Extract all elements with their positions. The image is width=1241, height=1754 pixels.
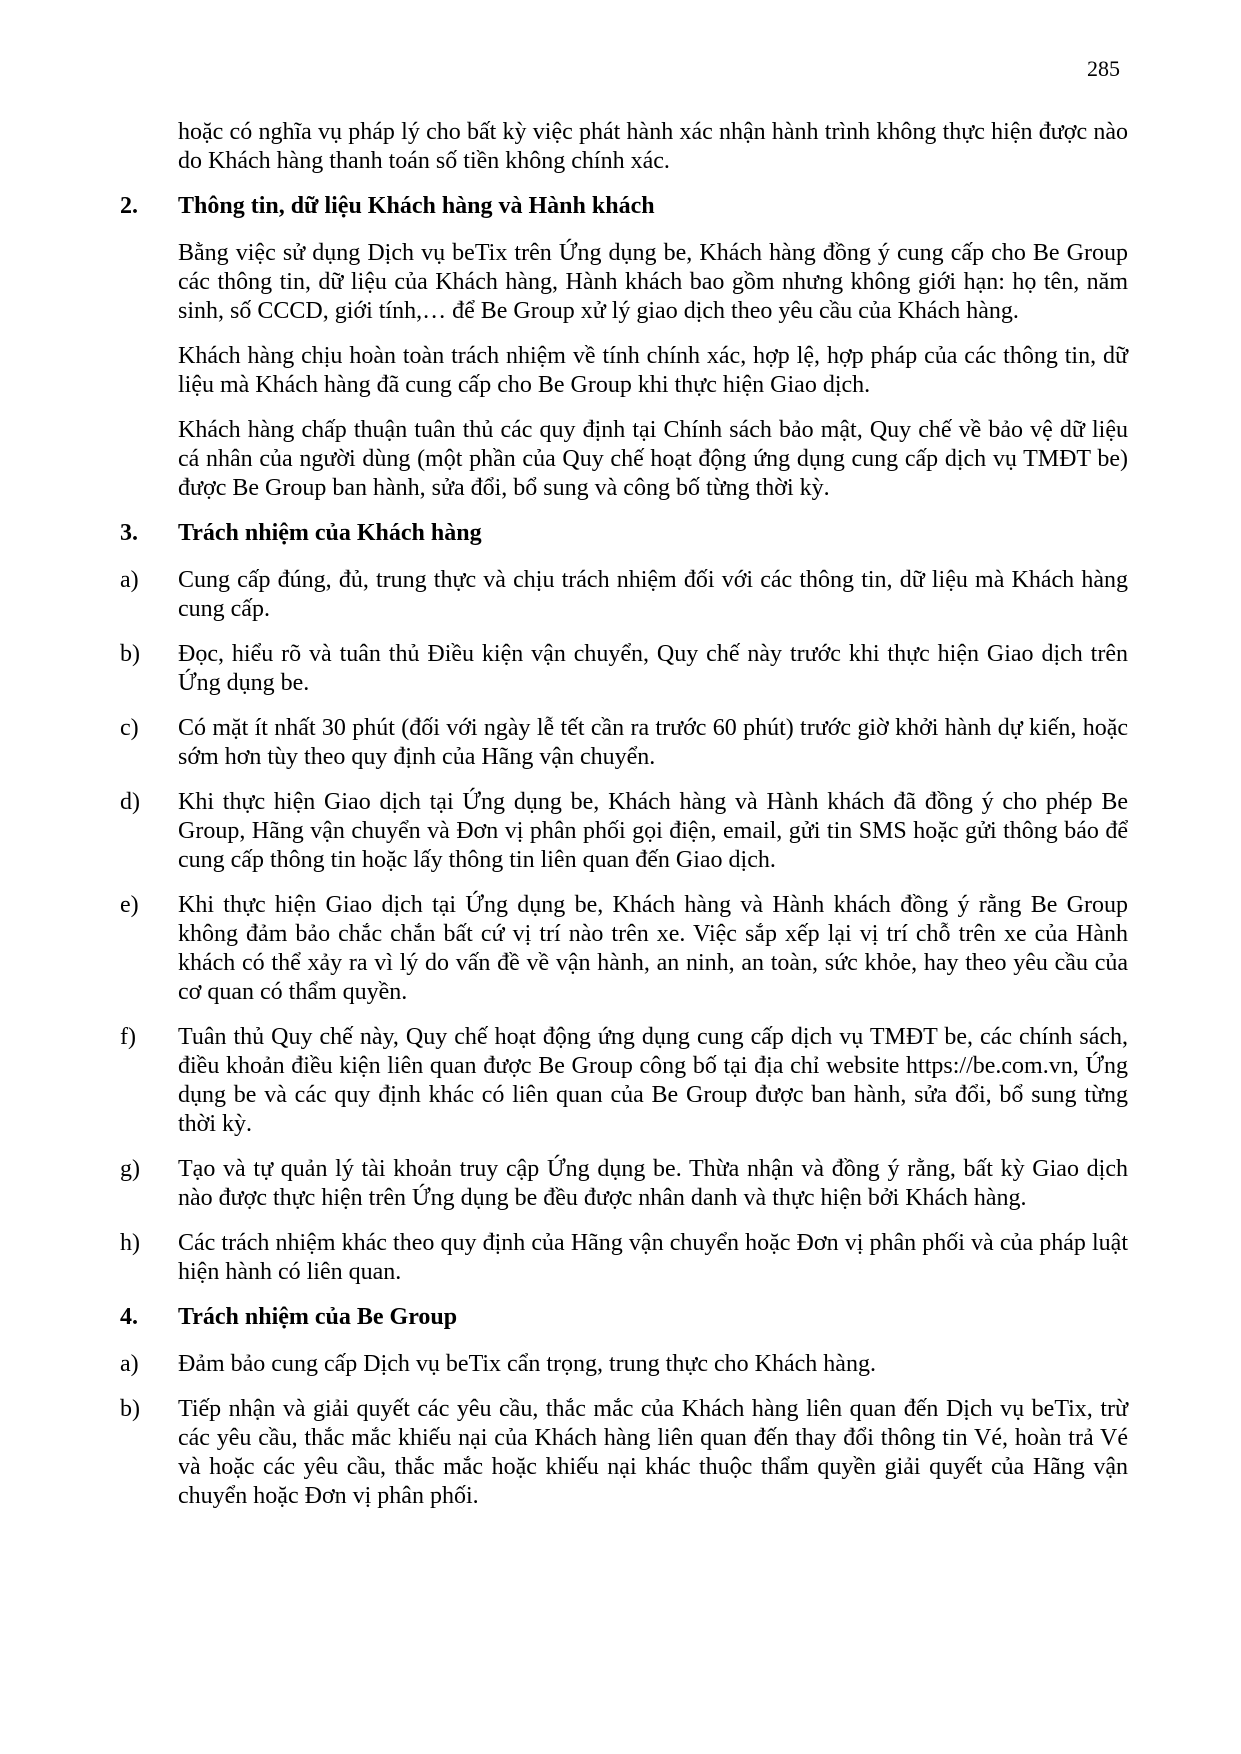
list-marker: b) [120, 641, 140, 667]
section-number: 2. [120, 193, 138, 219]
list-item [0, 640, 1241, 698]
list-item [0, 1023, 1241, 1139]
section-3-heading [0, 519, 1241, 548]
list-item-text: Khi thực hiện Giao dịch tại Ứng dụng be, Khách hàng và Hành khách đã đồng ý cho phép Be Group, Hãng vận chuyển và Đơn vị phân phối gọi điện, email, gửi tin SMS hoặc gửi thông báo để cung cấp thông tin hoặc lấy thông tin liên quan đến Giao dịch. [178, 789, 1128, 873]
section-title: Thông tin, dữ liệu Khách hàng và Hành khách [178, 193, 655, 219]
list-marker: h) [120, 1230, 140, 1256]
list-item [0, 566, 1241, 624]
list-item-text: Có mặt ít nhất 30 phút (đối với ngày lễ tết cần ra trước 60 phút) trước giờ khởi hành dự kiến, hoặc sớm hơn tùy theo quy định của Hãng vận chuyển. [178, 715, 1128, 770]
page-number: 285 [1087, 56, 1120, 81]
section-title: Trách nhiệm của Be Group [178, 1304, 458, 1330]
section-4-heading [0, 1303, 1241, 1332]
document-body [0, 118, 1241, 1527]
list-item-text: Các trách nhiệm khác theo quy định của Hãng vận chuyển hoặc Đơn vị phân phối và của pháp luật hiện hành có liên quan. [178, 1230, 1128, 1285]
intro-paragraph: hoặc có nghĩa vụ pháp lý cho bất kỳ việc phát hành xác nhận hành trình không thực hiện được nào do Khách hàng thanh toán số tiền không chính xác. [178, 119, 1128, 174]
section-number: 3. [120, 520, 138, 546]
list-item-text: Khi thực hiện Giao dịch tại Ứng dụng be, Khách hàng và Hành khách đồng ý rằng Be Group không đảm bảo chắc chắn bất cứ vị trí nào trên xe. Việc sắp xếp lại vị trí chỗ trên xe của Hành khách có thể xảy ra vì lý do vấn đề về vận hành, an ninh, an toàn, sức khỏe, hay theo yêu cầu của cơ quan có thẩm quyền. [178, 892, 1128, 1005]
list-marker: f) [120, 1024, 136, 1050]
list-item [0, 1350, 1241, 1379]
section-2-paragraph: Bằng việc sử dụng Dịch vụ beTix trên Ứng dụng be, Khách hàng đồng ý cung cấp cho Be Group các thông tin, dữ liệu của Khách hàng, Hành khách bao gồm nhưng không giới hạn: họ tên, năm sinh, số CCCD, giới tính,… để Be Group xử lý giao dịch theo yêu cầu của Khách hàng. [178, 240, 1128, 324]
list-item-text: Đọc, hiểu rõ và tuân thủ Điều kiện vận chuyển, Quy chế này trước khi thực hiện Giao dịch trên Ứng dụng be. [178, 641, 1128, 696]
list-item-text: Cung cấp đúng, đủ, trung thực và chịu trách nhiệm đối với các thông tin, dữ liệu mà Khách hàng cung cấp. [178, 567, 1128, 622]
list-item [0, 1155, 1241, 1213]
list-item-text: Tiếp nhận và giải quyết các yêu cầu, thắc mắc của Khách hàng liên quan đến Dịch vụ beTix, trừ các yêu cầu, thắc mắc khiếu nại của Khách hàng liên quan đến thay đổi thông tin Vé, hoàn trả Vé và hoặc các yêu cầu, thắc mắc hoặc khiếu nại khác thuộc thẩm quyền giải quyết của Hãng vận chuyển hoặc Đơn vị phân phối. [178, 1396, 1128, 1509]
list-marker: a) [120, 1351, 139, 1377]
section-2-heading [0, 192, 1241, 221]
section-2-paragraph: Khách hàng chịu hoàn toàn trách nhiệm về tính chính xác, hợp lệ, hợp pháp của các thông tin, dữ liệu mà Khách hàng đã cung cấp cho Be Group khi thực hiện Giao dịch. [178, 343, 1128, 398]
list-item [0, 1395, 1241, 1511]
list-item-text: Tạo và tự quản lý tài khoản truy cập Ứng dụng be. Thừa nhận và đồng ý rằng, bất kỳ Giao dịch nào được thực hiện trên Ứng dụng be đều được nhân danh và thực hiện bởi Khách hàng. [178, 1156, 1128, 1211]
list-marker: g) [120, 1156, 140, 1182]
section-title: Trách nhiệm của Khách hàng [178, 520, 482, 546]
list-marker: c) [120, 715, 139, 741]
list-marker: a) [120, 567, 139, 593]
list-marker: e) [120, 892, 139, 918]
list-item [0, 891, 1241, 1007]
list-marker: d) [120, 789, 140, 815]
list-item-text: Đảm bảo cung cấp Dịch vụ beTix cẩn trọng, trung thực cho Khách hàng. [178, 1351, 876, 1377]
list-item [0, 1229, 1241, 1287]
list-item [0, 788, 1241, 875]
section-number: 4. [120, 1304, 138, 1330]
list-marker: b) [120, 1396, 140, 1422]
section-2-paragraph: Khách hàng chấp thuận tuân thủ các quy định tại Chính sách bảo mật, Quy chế về bảo vệ dữ liệu cá nhân của người dùng (một phần của Quy chế hoạt động ứng dụng cung cấp dịch vụ TMĐT be) được Be Group ban hành, sửa đổi, bổ sung và công bố từng thời kỳ. [178, 417, 1128, 501]
list-item-text: Tuân thủ Quy chế này, Quy chế hoạt động ứng dụng cung cấp dịch vụ TMĐT be, các chính sách, điều khoản điều kiện liên quan được Be Group công bố tại địa chỉ website https://be.com.vn, Ứng dụng be và các quy định khác có liên quan của Be Group được ban hành, sửa đổi, bổ sung từng thời kỳ. [178, 1024, 1128, 1137]
list-item [0, 714, 1241, 772]
